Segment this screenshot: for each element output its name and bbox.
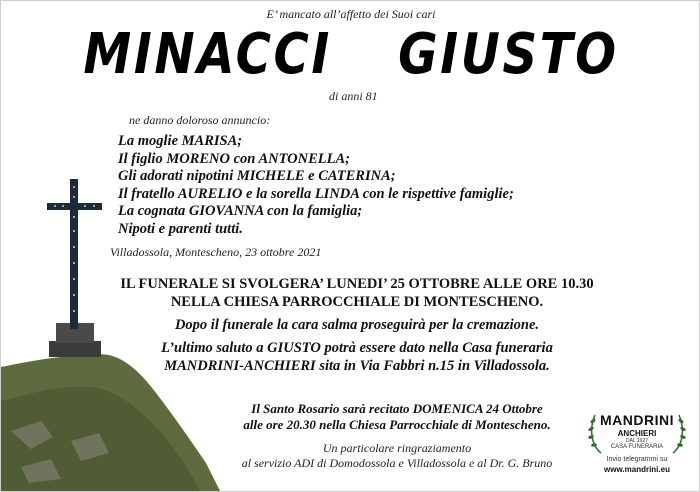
deceased-name: MINACCI GIUSTO [83, 22, 619, 87]
logo-casa: CASA FUNERARIA [610, 444, 664, 450]
place-date: Villadossola, Montescheno, 23 ottobre 2021 [110, 245, 322, 259]
age-text: di anni 81 [329, 89, 378, 103]
cremation-text: Dopo il funerale la cara salma proseguirà per la cremazione. [174, 317, 540, 333]
cross-base-bottom [49, 341, 101, 357]
last-greeting-line: MANDRINI-ANCHIERI sita in Via Fabbri n.15 in Villadossola. [164, 358, 550, 374]
logo-brand: MANDRINI [600, 412, 674, 428]
funeral-home-logo [585, 409, 689, 481]
rosary-text [197, 401, 597, 433]
thanks-line: al servizio ADI di Domodossola e Villadossola e al Dr. G. Bruno [241, 456, 553, 470]
funeral-line: IL FUNERALE SI SVOLGERA’ LUNEDI’ 25 OTTOBRE ALLE ORE 10.30 [120, 276, 594, 292]
family-item: Gli adorati nipotini MICHELE e CATERINA; [118, 168, 396, 184]
family-item: Il fratello AURELIO e la sorella LINDA con le rispettive famiglie; [118, 185, 514, 202]
family-list [118, 133, 514, 238]
last-greeting-line: L’ultimo saluto a GIUSTO potrà essere dato nella Casa funeraria [161, 340, 553, 356]
funeral-announcement [97, 275, 617, 311]
cross-vertical [70, 179, 78, 329]
logo-since: DAL 1927 [625, 438, 649, 444]
logo-website-link[interactable]: www.mandrini.eu [604, 465, 670, 474]
family-item: La cognata GIOVANNA con la famiglia; [118, 203, 363, 219]
thanks-text [197, 441, 597, 471]
intro-text: E’ mancato all’affetto dei Suoi cari [266, 7, 436, 21]
logo-subtitle: ANCHIERI [617, 429, 657, 438]
family-item: Il figlio MORENO con ANTONELLA; [118, 150, 351, 167]
family-item: Nipoti e parenti tutti. [118, 220, 243, 237]
thanks-line: Un particolare ringraziamento [322, 441, 472, 455]
logo-telegram-text: Invio telegrammi su [606, 456, 668, 463]
announce-text: ne danno doloroso annuncio: [129, 113, 271, 127]
funeral-line: NELLA CHIESA PARROCCHIALE DI MONTESCHENO. [170, 294, 544, 310]
family-item: La moglie MARISA; [118, 133, 243, 149]
rosary-line: alle ore 20.30 nella Chiesa Parrocchiale di Montescheno. [243, 417, 551, 432]
last-greeting [97, 339, 617, 375]
rosary-line: Il Santo Rosario sarà recitato DOMENICA 24 Ottobre [251, 401, 543, 416]
